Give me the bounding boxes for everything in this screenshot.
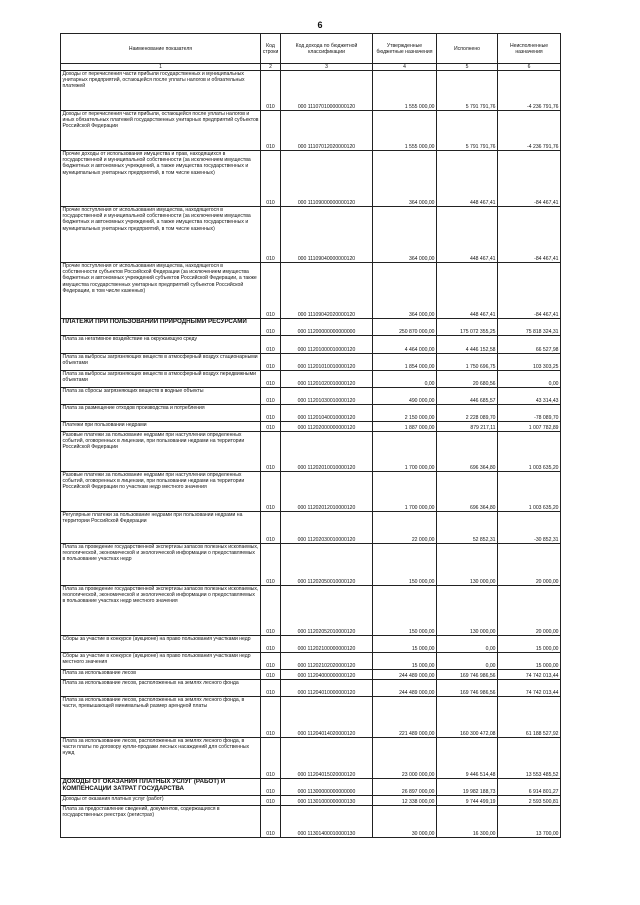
row-name: Плата за выбросы загрязняющих веществ в атмосферный воздух стационарными объектами: [61, 354, 261, 371]
table-row: [61, 422, 561, 432]
row-executed: 448 467,41: [437, 151, 498, 207]
row-approved: 1 555 000,00: [373, 111, 437, 151]
row-approved: 150 000,00: [373, 586, 437, 636]
table-row: [61, 111, 561, 151]
row-executed: 9 446 514,48: [437, 738, 498, 779]
row-executed: 696 364,80: [437, 432, 498, 472]
row-name: Прочие доходы от использования имущества и прав, находящихся в государственной и муниципальной собственности (за исключением имущества бюджетных и автономных учреждений, а также имущества государственных и муниципальных унитарных предприятий, в том числе казенных): [61, 151, 261, 207]
row-kbk: 000 11202030010000120: [281, 512, 373, 544]
row-unexecuted: 1 003 635,20: [498, 472, 561, 512]
row-name: Плата за использование лесов, расположенных на землях лесного фонда, в части, превышающей минимальный размер арендной платы: [61, 697, 261, 738]
row-approved: 244 489 000,00: [373, 670, 437, 680]
row-unexecuted: 1 003 635,20: [498, 432, 561, 472]
table-row: [61, 544, 561, 586]
row-executed: 446 685,57: [437, 388, 498, 405]
row-approved: 364 000,00: [373, 263, 437, 319]
row-unexecuted: 1 007 782,89: [498, 422, 561, 432]
row-approved: 221 489 000,00: [373, 697, 437, 738]
row-name: Плата за использование лесов, расположенных на землях лесного фонда, в части платы по договору купли-продажи лесных насаждений для собственных нужд: [61, 738, 261, 779]
row-approved: 1 555 000,00: [373, 71, 437, 111]
row-unexecuted: 15 000,00: [498, 653, 561, 670]
row-executed: 5 791 791,76: [437, 111, 498, 151]
row-approved: 22 000,00: [373, 512, 437, 544]
row-code: 010: [261, 680, 281, 697]
table-row: [61, 371, 561, 388]
table-row: [61, 512, 561, 544]
row-unexecuted: 2 593 500,81: [498, 796, 561, 806]
row-approved: 30 000,00: [373, 806, 437, 838]
row-code: 010: [261, 71, 281, 111]
row-approved: 364 000,00: [373, 151, 437, 207]
row-kbk: 000 11109040000000120: [281, 207, 373, 263]
row-kbk: 000 11301000000000130: [281, 796, 373, 806]
row-name: ДОХОДЫ ОТ ОКАЗАНИЯ ПЛАТНЫХ УСЛУГ (РАБОТ) И КОМПЕНСАЦИИ ЗАТРАТ ГОСУДАРСТВА: [61, 779, 261, 796]
row-unexecuted: 20 000,00: [498, 586, 561, 636]
table-row: [61, 432, 561, 472]
row-name: ПЛАТЕЖИ ПРИ ПОЛЬЗОВАНИИ ПРИРОДНЫМИ РЕСУРСАМИ: [61, 319, 261, 336]
header-name: Наименование показателя: [61, 34, 261, 64]
row-code: 010: [261, 422, 281, 432]
row-code: 010: [261, 544, 281, 586]
row-kbk: 000 11109042020000120: [281, 263, 373, 319]
column-number: 4: [373, 64, 437, 71]
row-name: Доходы от перечисления части прибыли государственных и муниципальных унитарных предприятий, остающейся после уплаты налогов и обязательных платежей: [61, 71, 261, 111]
row-unexecuted: 74 742 013,44: [498, 680, 561, 697]
row-kbk: 000 11202010010000120: [281, 432, 373, 472]
row-unexecuted: 61 188 527,92: [498, 697, 561, 738]
column-number: 6: [498, 64, 561, 71]
row-unexecuted: -84 467,41: [498, 151, 561, 207]
row-unexecuted: 43 314,43: [498, 388, 561, 405]
row-approved: 1 700 000,00: [373, 472, 437, 512]
row-name: Доходы от перечисления части прибыли, остающейся после уплаты налогов и иных обязательных платежей государственных унитарных предприятий субъектов Российской Федерации: [61, 111, 261, 151]
row-executed: 448 467,41: [437, 263, 498, 319]
row-executed: 696 364,80: [437, 472, 498, 512]
row-kbk: 000 11201030010000120: [281, 388, 373, 405]
row-executed: 169 746 986,56: [437, 670, 498, 680]
row-approved: 26 897 000,00: [373, 779, 437, 796]
row-approved: 1 887 000,00: [373, 422, 437, 432]
row-code: 010: [261, 796, 281, 806]
row-code: 010: [261, 472, 281, 512]
row-code: 010: [261, 405, 281, 422]
row-name: Платежи при пользовании недрами: [61, 422, 261, 432]
row-unexecuted: -4 236 791,76: [498, 111, 561, 151]
row-code: 010: [261, 388, 281, 405]
row-code: 010: [261, 207, 281, 263]
table-row: [61, 653, 561, 670]
table-row: [61, 796, 561, 806]
row-executed: 16 300,00: [437, 806, 498, 838]
table-row: [61, 806, 561, 838]
row-name: Плата за размещение отходов производства и потребления: [61, 405, 261, 422]
row-approved: 150 000,00: [373, 544, 437, 586]
row-kbk: 000 11204000000000120: [281, 670, 373, 680]
row-name: Сборы за участие в конкурсе (аукционе) на право пользования участками недр местного значения: [61, 653, 261, 670]
table-row: [61, 636, 561, 653]
row-unexecuted: -84 467,41: [498, 207, 561, 263]
row-approved: 2 150 000,00: [373, 405, 437, 422]
row-executed: 169 746 986,56: [437, 680, 498, 697]
table-row: [61, 354, 561, 371]
column-number-row: [61, 64, 561, 71]
row-code: 010: [261, 586, 281, 636]
row-kbk: 000 11202050010000120: [281, 544, 373, 586]
row-code: 010: [261, 670, 281, 680]
row-executed: 19 982 188,73: [437, 779, 498, 796]
row-unexecuted: 6 914 801,27: [498, 779, 561, 796]
row-kbk: 000 11201000010000120: [281, 336, 373, 354]
column-number: 5: [437, 64, 498, 71]
table-row: [61, 388, 561, 405]
row-approved: 1 854 000,00: [373, 354, 437, 371]
row-name: Плата за выбросы загрязняющих веществ в атмосферный воздух передвижными объектами: [61, 371, 261, 388]
row-code: 010: [261, 432, 281, 472]
row-unexecuted: 0,00: [498, 371, 561, 388]
table-row: [61, 405, 561, 422]
page-number: 6: [317, 20, 323, 30]
column-number: 1: [61, 64, 261, 71]
row-approved: 244 489 000,00: [373, 680, 437, 697]
row-code: 010: [261, 111, 281, 151]
row-name: Доходы от оказания платных услуг (работ): [61, 796, 261, 806]
row-code: 010: [261, 779, 281, 796]
table-row: [61, 670, 561, 680]
row-name: Плата за проведение государственной экспертизы запасов полезных ископаемых, геологической, экономической и экологической информации о предоставляемых в пользование участках недр местного значения: [61, 586, 261, 636]
row-code: 010: [261, 738, 281, 779]
row-executed: 879 217,11: [437, 422, 498, 432]
row-kbk: 000 11202100000000120: [281, 636, 373, 653]
row-code: 010: [261, 263, 281, 319]
column-number: 3: [281, 64, 373, 71]
row-executed: 52 852,31: [437, 512, 498, 544]
row-executed: 5 791 791,76: [437, 71, 498, 111]
row-kbk: 000 11201020010000120: [281, 371, 373, 388]
table-row: [61, 336, 561, 354]
row-code: 010: [261, 697, 281, 738]
table-row: [61, 779, 561, 796]
row-kbk: 000 11202000000000120: [281, 422, 373, 432]
table-row: [61, 319, 561, 336]
row-executed: 130 000,00: [437, 586, 498, 636]
row-unexecuted: -78 089,70: [498, 405, 561, 422]
row-name: Разовые платежи за пользование недрами при наступлении определенных событий, оговоренных в лицензии, при пользовании недрами на территории Российской Федерации по участкам недр местного значения: [61, 472, 261, 512]
row-kbk: 000 11204010000000120: [281, 680, 373, 697]
header-executed: Исполнено: [437, 34, 498, 64]
row-unexecuted: -4 236 791,76: [498, 71, 561, 111]
row-code: 010: [261, 336, 281, 354]
table-row: [61, 151, 561, 207]
row-kbk: 000 11109000000000120: [281, 151, 373, 207]
table-row: [61, 263, 561, 319]
table-row: [61, 207, 561, 263]
row-unexecuted: 13 700,00: [498, 806, 561, 838]
row-name: Плата за сбросы загрязняющих веществ в водные объекты: [61, 388, 261, 405]
row-approved: 15 000,00: [373, 653, 437, 670]
row-approved: 250 870 000,00: [373, 319, 437, 336]
header-kbk: Код дохода по бюджетной классификации: [281, 34, 373, 64]
row-unexecuted: 103 303,25: [498, 354, 561, 371]
row-approved: 12 338 000,00: [373, 796, 437, 806]
row-unexecuted: -30 852,31: [498, 512, 561, 544]
row-unexecuted: 75 818 324,31: [498, 319, 561, 336]
row-name: Прочие поступления от использования имущества, находящегося в государственной и муниципальной собственности (за исключением имущества бюджетных и автономных учреждений, а также имущества государственных и муниципальных унитарных предприятий, в том числе казенных): [61, 207, 261, 263]
row-kbk: 000 11202052010000120: [281, 586, 373, 636]
row-executed: 2 228 089,70: [437, 405, 498, 422]
row-code: 010: [261, 319, 281, 336]
row-executed: 0,00: [437, 636, 498, 653]
row-name: Плата за предоставление сведений, документов, содержащихся в государственных реестрах (регистрах): [61, 806, 261, 838]
row-executed: 1 750 696,75: [437, 354, 498, 371]
row-unexecuted: -84 467,41: [498, 263, 561, 319]
row-kbk: 000 11201010010000120: [281, 354, 373, 371]
header-unexecuted: Неисполненные назначения: [498, 34, 561, 64]
row-name: Плата за негативное воздействие на окружающую среду: [61, 336, 261, 354]
header-code: Код строки: [261, 34, 281, 64]
row-kbk: 000 11201040010000120: [281, 405, 373, 422]
row-approved: 364 000,00: [373, 207, 437, 263]
row-executed: 4 446 152,58: [437, 336, 498, 354]
row-code: 010: [261, 653, 281, 670]
row-kbk: 000 11202102020000120: [281, 653, 373, 670]
row-unexecuted: 20 000,00: [498, 544, 561, 586]
header-row: [61, 34, 561, 64]
row-name: Регулярные платежи за пользование недрами при пользовании недрами на территории Российской Федерации: [61, 512, 261, 544]
table-row: [61, 680, 561, 697]
row-unexecuted: 15 000,00: [498, 636, 561, 653]
row-executed: 20 680,56: [437, 371, 498, 388]
row-executed: 9 744 499,19: [437, 796, 498, 806]
row-unexecuted: 13 553 485,52: [498, 738, 561, 779]
table-row: [61, 738, 561, 779]
header-approved: Утвержденные бюджетные назначения: [373, 34, 437, 64]
row-name: Разовые платежи за пользование недрами при наступлении определенных событий, оговоренных в лицензии, при пользовании недрами на территории Российской Федерации: [61, 432, 261, 472]
row-executed: 175 072 355,25: [437, 319, 498, 336]
row-kbk: 000 11107010000000120: [281, 71, 373, 111]
row-approved: 23 000 000,00: [373, 738, 437, 779]
row-approved: 0,00: [373, 371, 437, 388]
row-executed: 130 000,00: [437, 544, 498, 586]
column-number: 2: [261, 64, 281, 71]
row-kbk: 000 11200000000000000: [281, 319, 373, 336]
row-kbk: 000 11204014020000120: [281, 697, 373, 738]
row-kbk: 000 11107012020000120: [281, 111, 373, 151]
row-code: 010: [261, 636, 281, 653]
table-row: [61, 472, 561, 512]
row-approved: 1 700 000,00: [373, 432, 437, 472]
row-approved: 490 000,00: [373, 388, 437, 405]
table-row: [61, 697, 561, 738]
row-name: Сборы за участие в конкурсе (аукционе) на право пользования участками недр: [61, 636, 261, 653]
row-unexecuted: 66 527,98: [498, 336, 561, 354]
row-kbk: 000 11301400010000130: [281, 806, 373, 838]
table-row: [61, 71, 561, 111]
row-executed: 160 300 472,08: [437, 697, 498, 738]
row-code: 010: [261, 354, 281, 371]
row-unexecuted: 74 742 013,44: [498, 670, 561, 680]
row-code: 010: [261, 371, 281, 388]
row-executed: 448 467,41: [437, 207, 498, 263]
row-name: Плата за использование лесов: [61, 670, 261, 680]
row-executed: 0,00: [437, 653, 498, 670]
row-code: 010: [261, 151, 281, 207]
table-row: [61, 586, 561, 636]
row-name: Плата за использование лесов, расположенных на землях лесного фонда: [61, 680, 261, 697]
row-approved: 15 000,00: [373, 636, 437, 653]
row-name: Прочие поступления от использования имущества, находящегося в собственности субъектов Российской Федерации (за исключением имущества бюджетных и автономных учреждений субъектов Российской Федерации, а также имущества государственных унитарных предприятий субъектов Российской Федерации, в том числе казенных): [61, 263, 261, 319]
row-code: 010: [261, 806, 281, 838]
row-code: 010: [261, 512, 281, 544]
row-kbk: 000 11202012010000120: [281, 472, 373, 512]
budget-execution-table: [60, 33, 561, 838]
row-name: Плата за проведение государственной экспертизы запасов полезных ископаемых, геологической, экономической и экологической информации о предоставляемых в пользование участках недр: [61, 544, 261, 586]
row-kbk: 000 11204015020000120: [281, 738, 373, 779]
row-approved: 4 464 000,00: [373, 336, 437, 354]
row-kbk: 000 11300000000000000: [281, 779, 373, 796]
